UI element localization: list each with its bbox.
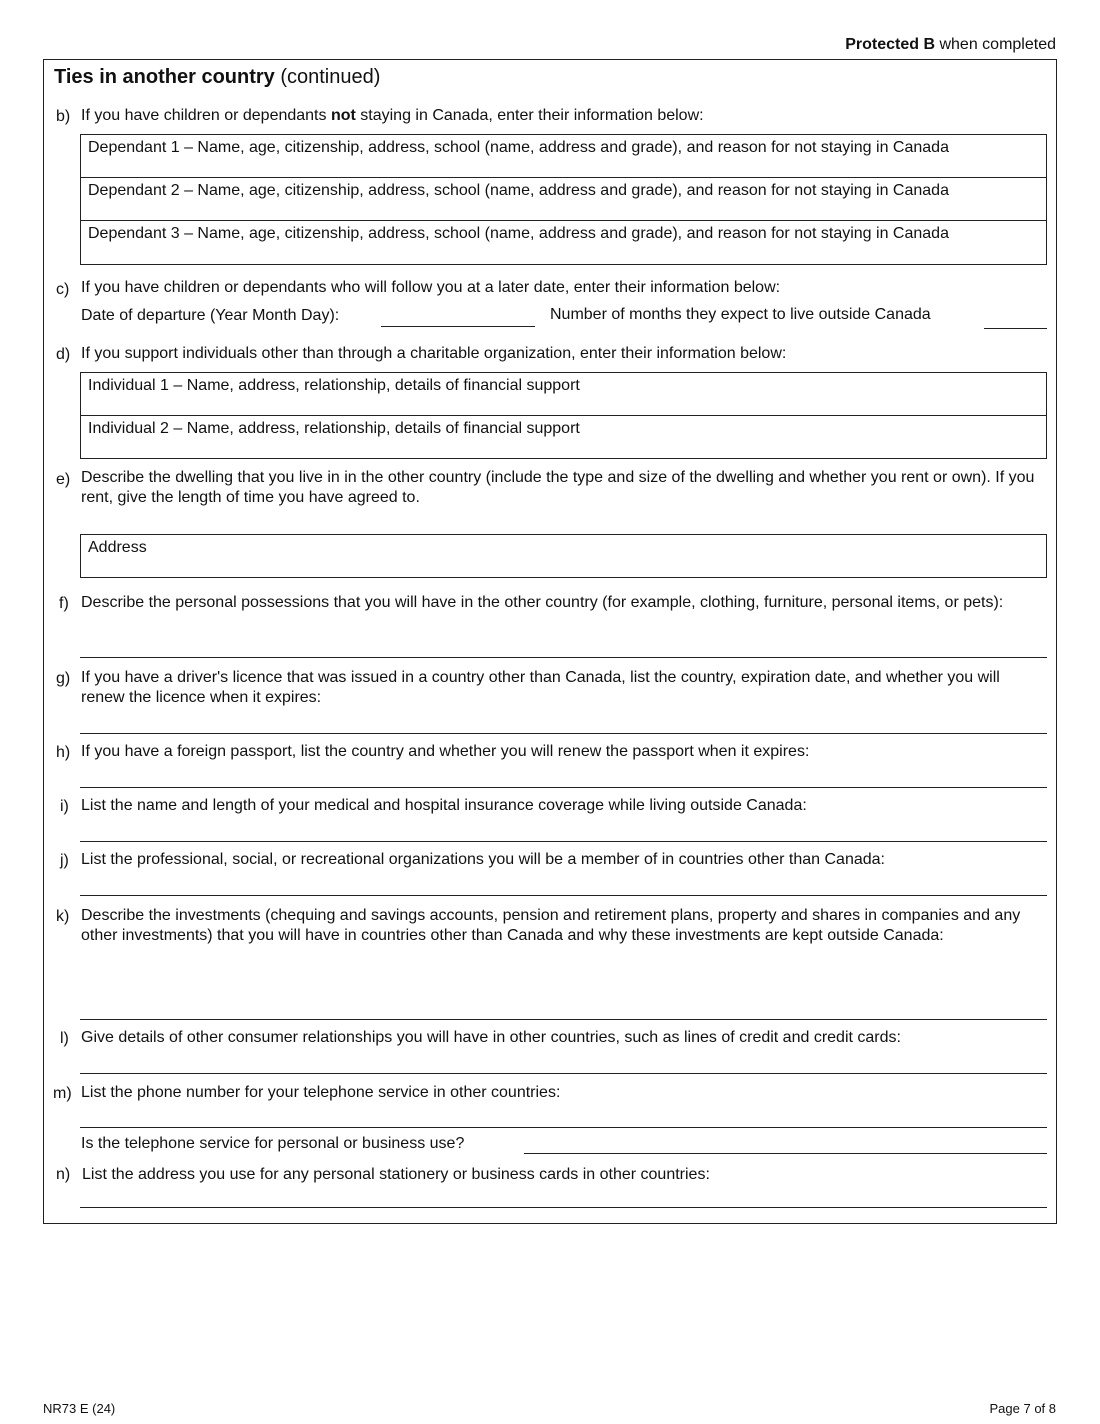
item-k-label: k): [56, 908, 70, 925]
individuals-table: [80, 372, 1047, 459]
consumer-relationships-field[interactable]: [80, 1073, 1047, 1074]
item-b-question: [81, 106, 704, 126]
phone-use-label: Is the telephone service for personal or business use?: [81, 1135, 465, 1152]
dependants-table: [80, 134, 1047, 265]
investments-field[interactable]: [80, 1019, 1047, 1020]
departure-date-label: Date of departure (Year Month Day):: [81, 307, 340, 324]
item-g-label: g): [56, 670, 71, 687]
individual-1-field[interactable]: Individual 1 – Name, address, relationship, details of financial support: [81, 373, 1046, 416]
item-i-question: List the name and length of your medical and hospital insurance coverage while living outside Canada:: [81, 797, 807, 814]
item-e-question: Describe the dwelling that you live in in the other country (include the type and size of the dwelling and whether you rent or own). If you rent, give the length of time you have agreed to.: [81, 469, 1035, 506]
phone-use-field[interactable]: [524, 1153, 1047, 1154]
item-f-label: f): [59, 595, 69, 612]
dependant-2-field[interactable]: Dependant 2 – Name, age, citizenship, address, school (name, address and grade), and reason for not staying in Canada: [81, 178, 1046, 221]
foreign-passport-field[interactable]: [80, 787, 1047, 788]
protected-b-notice: [845, 36, 1056, 54]
stationery-address-field[interactable]: [80, 1207, 1047, 1208]
item-b-text-2: staying in Canada, enter their information below:: [355, 107, 704, 124]
form-identifier: NR73 E (24): [43, 1401, 116, 1416]
item-l-label: l): [60, 1030, 69, 1047]
drivers-licence-field[interactable]: [80, 733, 1047, 734]
dependant-1-field[interactable]: Dependant 1 – Name, age, citizenship, address, school (name, address and grade), and reason for not staying in Canada: [81, 135, 1046, 178]
item-n-question: List the address you use for any personal stationery or business cards in other countries:: [82, 1166, 710, 1183]
months-outside-field[interactable]: [984, 328, 1047, 329]
item-n-label: n): [56, 1166, 71, 1183]
item-d-label: d): [56, 346, 71, 363]
item-j-question: List the professional, social, or recreational organizations you will be a member of in countries other than Canada:: [81, 851, 885, 868]
possessions-field[interactable]: [80, 657, 1047, 658]
section-title-main: Ties in another country: [54, 66, 275, 88]
item-j-label: j): [60, 852, 69, 869]
item-g-question: If you have a driver's licence that was issued in a country other than Canada, list the country, expiration date, and whether you will renew the licence when it expires:: [81, 669, 1000, 706]
dwelling-address-box: [80, 534, 1047, 578]
item-m-question: List the phone number for your telephone service in other countries:: [81, 1084, 561, 1101]
item-m-label: m): [53, 1085, 72, 1102]
medical-insurance-field[interactable]: [80, 841, 1047, 842]
departure-date-field[interactable]: [381, 326, 535, 327]
organizations-field[interactable]: [80, 895, 1047, 896]
item-b-text-1: If you have children or dependants: [81, 107, 331, 124]
phone-number-field[interactable]: [80, 1127, 1047, 1128]
item-d-question: If you support individuals other than through a charitable organization, enter their information below:: [81, 345, 787, 362]
item-b-label: b): [56, 108, 71, 125]
item-h-question: If you have a foreign passport, list the country and whether you will renew the passport when it expires:: [81, 743, 810, 760]
item-c-question: If you have children or dependants who will follow you at a later date, enter their information below:: [81, 279, 781, 296]
item-l-question: Give details of other consumer relationships you will have in other countries, such as lines of credit and credit cards:: [81, 1029, 901, 1046]
protected-b-label: Protected B: [845, 36, 936, 53]
section-title-continued: (continued): [274, 66, 381, 88]
item-c-label: c): [56, 281, 70, 298]
item-i-label: i): [60, 798, 69, 815]
individual-2-field[interactable]: Individual 2 – Name, address, relationship, details of financial support: [88, 420, 580, 437]
item-f-question: Describe the personal possessions that you will have in the other country (for example, clothing, furniture, personal items, or pets):: [81, 594, 1004, 611]
page-number: Page 7 of 8: [989, 1401, 1056, 1416]
item-h-label: h): [56, 744, 71, 761]
when-completed-text: when completed: [935, 36, 1056, 53]
section-title: [54, 66, 380, 89]
item-k-question: Describe the investments (chequing and savings accounts, pension and retirement plans, property and shares in companies and any other investments) that you will have in countries other than Canada and why these investments are kept outside Canada:: [81, 907, 1021, 944]
dwelling-address-field[interactable]: Address: [88, 539, 147, 556]
months-outside-label: Number of months they expect to live outside Canada: [550, 306, 931, 323]
item-e-label: e): [56, 471, 71, 488]
dependant-3-field[interactable]: Dependant 3 – Name, age, citizenship, address, school (name, address and grade), and reason for not staying in Canada: [88, 225, 949, 242]
item-b-text-bold: not: [330, 107, 356, 124]
